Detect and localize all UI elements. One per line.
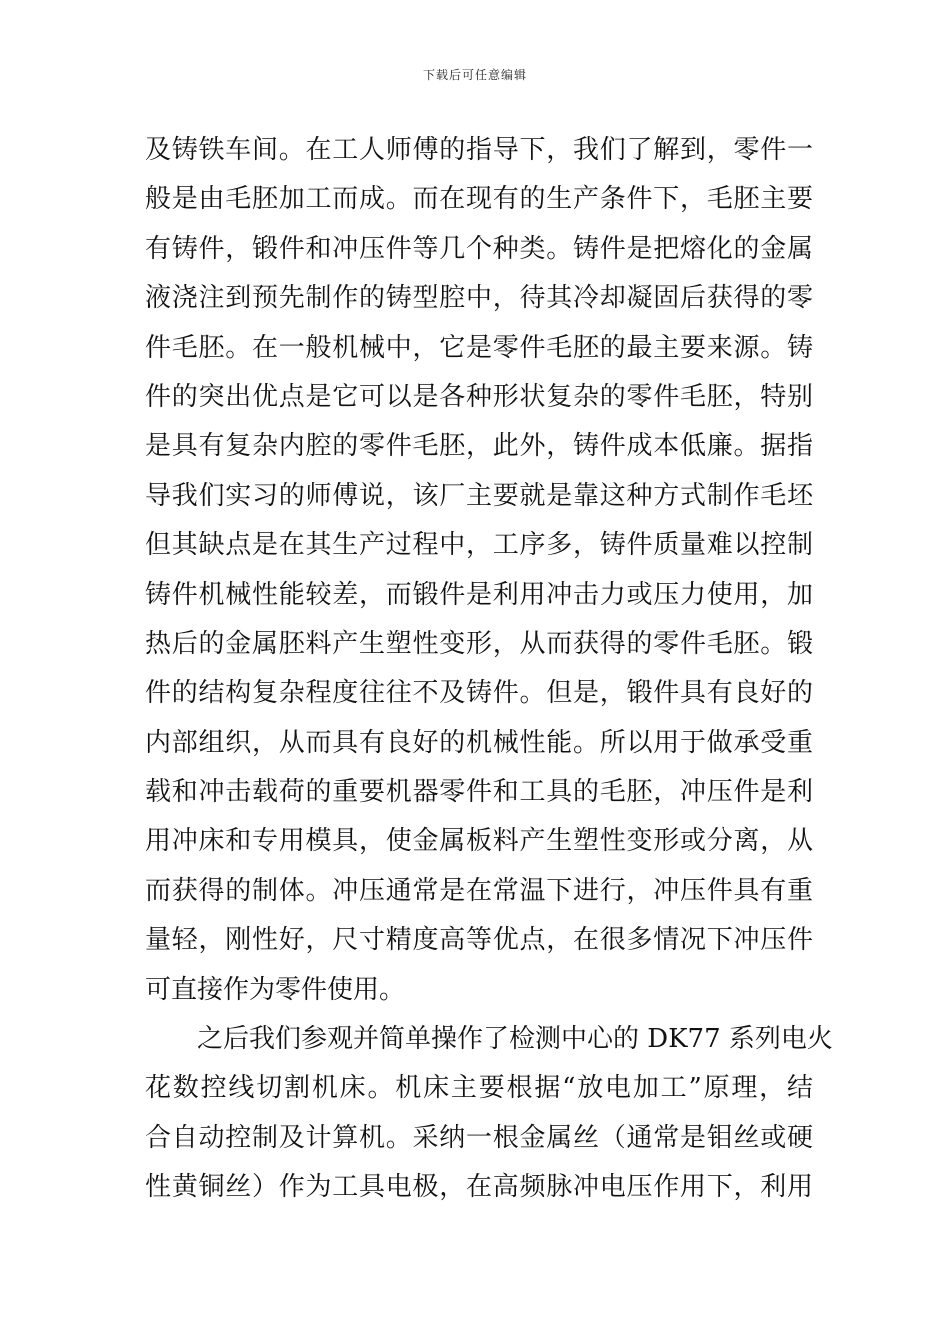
text-line: 导我们实习的师傅说，该厂主要就是靠这种方式制作毛坯 — [145, 480, 813, 511]
text-line: 件毛胚。在一般机械中，它是零件毛胚的最主要来源。铸 — [145, 332, 813, 363]
text-line: 液浇注到预先制作的铸型腔中，待其冷却凝固后获得的零 — [145, 283, 813, 314]
text-line: 有铸件，锻件和冲压件等几个种类。铸件是把熔化的金属 — [145, 233, 813, 264]
paragraph-wire-cutting — [145, 1015, 833, 1213]
text-line: 而获得的制体。冲压通常是在常温下进行，冲压件具有重 — [145, 875, 813, 906]
text-line: 之后我们参观并简单操作了检测中心的 DK77 系列电火 — [197, 1024, 833, 1055]
text-line: 但其缺点是在其生产过程中，工序多，铸件质量难以控制 — [145, 530, 813, 561]
text-line: 载和冲击载荷的重要机器零件和工具的毛胚，冲压件是利 — [145, 777, 813, 808]
page-header: 下载后可任意编辑 — [422, 68, 527, 82]
text-line: 合自动控制及计算机。采纳一根金属丝（通常是钼丝或硬 — [145, 1122, 813, 1153]
document-body — [145, 126, 833, 1213]
paragraph-casting-forging — [145, 126, 813, 1015]
text-line: 件的突出优点是它可以是各种形状复杂的零件毛胚，特别 — [145, 381, 813, 412]
text-line: 般是由毛胚加工而成。而在现有的生产条件下，毛胚主要 — [145, 184, 813, 215]
text-line: 是具有复杂内腔的零件毛胚，此外，铸件成本低廉。据指 — [145, 431, 813, 462]
text-line: 量轻，刚性好，尺寸精度高等优点，在很多情况下冲压件 — [145, 925, 813, 956]
text-line: 铸件机械性能较差，而锻件是利用冲击力或压力使用，加 — [145, 579, 813, 610]
text-line: 花数控线切割机床。机床主要根据“放电加工”原理，结 — [145, 1073, 813, 1104]
text-line: 用冲床和专用模具，使金属板料产生塑性变形或分离，从 — [145, 826, 813, 857]
text-line: 可直接作为零件使用。 — [145, 974, 406, 1005]
text-line: 性黄铜丝）作为工具电极，在高频脉冲电压作用下，利用 — [145, 1172, 813, 1203]
text-line: 热后的金属胚料产生塑性变形，从而获得的零件毛胚。锻 — [145, 628, 813, 659]
text-line: 及铸铁车间。在工人师傅的指导下，我们了解到，零件一 — [145, 135, 813, 165]
text-line: 件的结构复杂程度往往不及铸件。但是，锻件具有良好的 — [145, 678, 813, 709]
text-line: 内部组织，从而具有良好的机械性能。所以用于做承受重 — [145, 727, 813, 758]
